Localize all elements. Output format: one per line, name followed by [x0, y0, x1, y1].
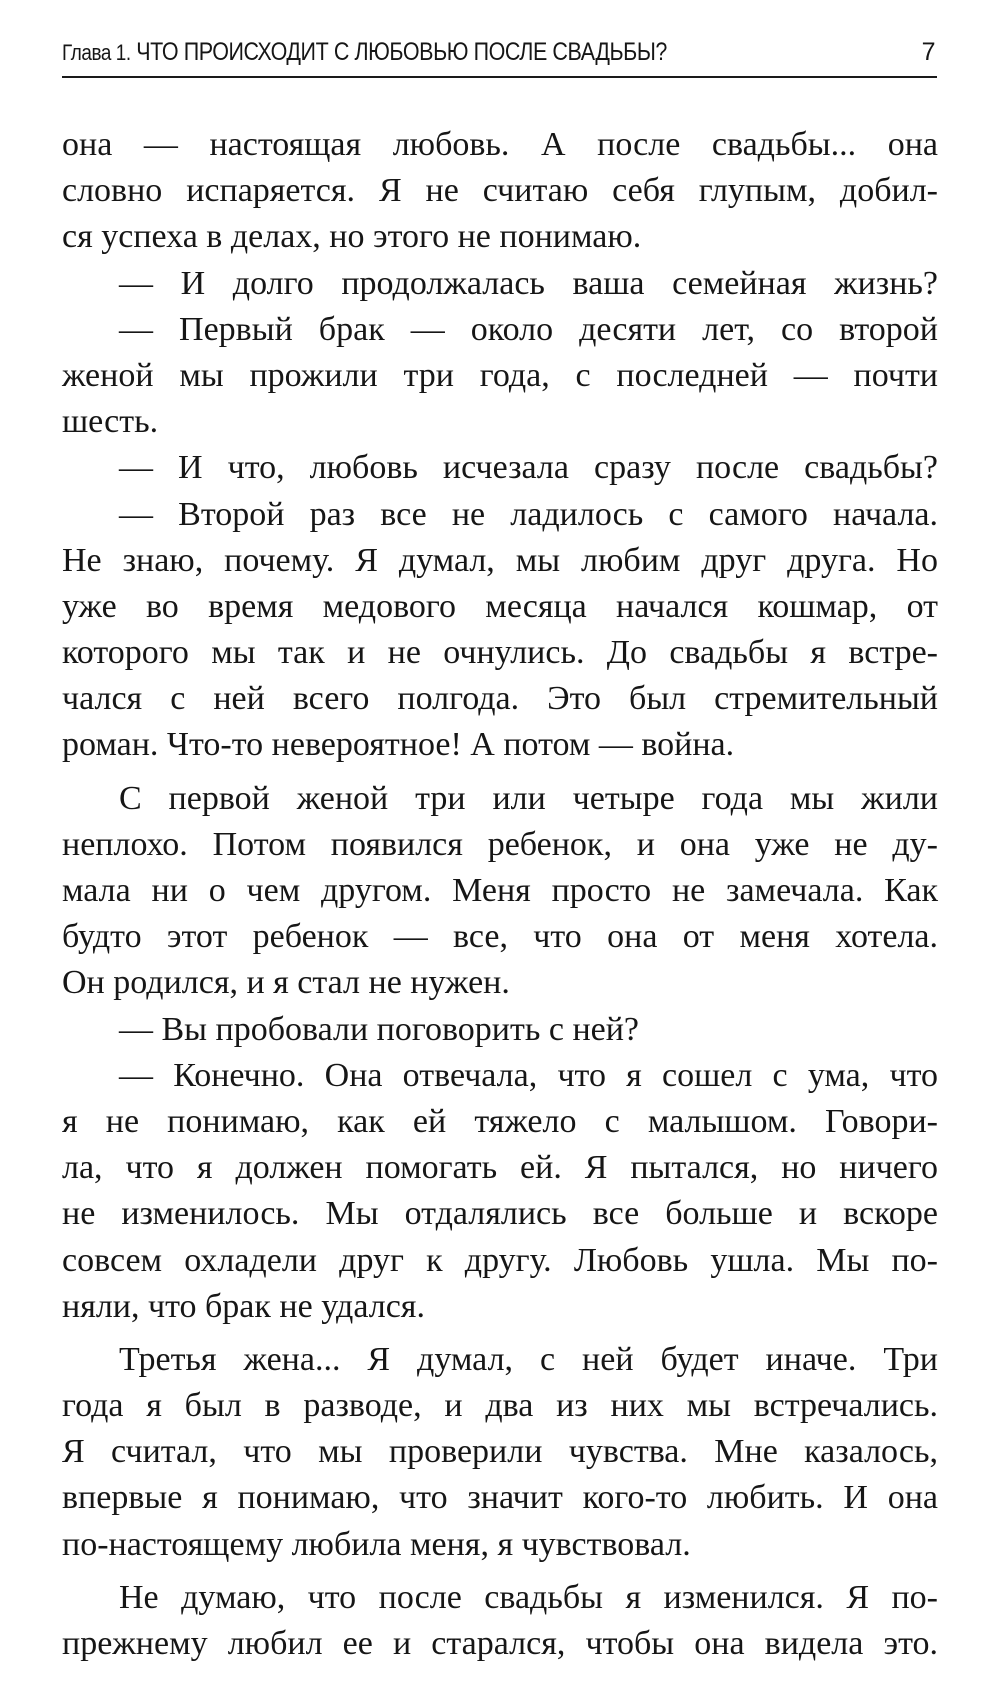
text-line: будто этот ребенок — все, что она от меня хотела.: [62, 918, 938, 956]
text-line: — Вы пробовали поговорить с ней?: [119, 1010, 640, 1048]
text-line: роман. Что-то невероятное! А потом — война.: [62, 726, 735, 764]
text-line: словно испаряется. Я не считаю себя глупым, добил-: [62, 172, 938, 210]
text-line: ла, что я должен помогать ей. Я пытался, но ничего: [62, 1149, 938, 1187]
page-body: [62, 122, 938, 1667]
text-line: — Конечно. Она отвечала, что я сошел с ума, что: [119, 1056, 938, 1094]
chapter-title: [62, 38, 667, 67]
chapter-heading: ЧТО ПРОИСХОДИТ С ЛЮБОВЬЮ ПОСЛЕ СВАДЬБЫ?: [136, 38, 667, 66]
running-header: [62, 34, 937, 78]
text-line: Он родился, и я стал не нужен.: [62, 964, 510, 1002]
text-line: не изменилось. Мы отдалялись все больше и вскоре: [62, 1195, 938, 1233]
page-number: 7: [921, 38, 935, 66]
text-line: Третья жена... Я думал, с ней будет иначе. Три: [119, 1340, 938, 1378]
text-line: мала ни о чем другом. Меня просто не замечала. Как: [62, 872, 938, 909]
text-line: Я считал, что мы проверили чувства. Мне казалось,: [62, 1433, 938, 1471]
text-line: я не понимаю, как ей тяжело с малышом. Говори-: [62, 1102, 938, 1140]
text-line: прежнему любил ее и старался, чтобы она видела это.: [62, 1625, 938, 1662]
text-line: года я был в разводе, и два из них мы встречались.: [62, 1387, 938, 1425]
text-line: неплохо. Потом появился ребенок, и она уже не ду-: [62, 825, 938, 863]
text-line: по-настоящему любила меня, я чувствовал.: [62, 1525, 691, 1563]
text-line: няли, что брак не удался.: [62, 1287, 425, 1325]
text-line: чался с ней всего полгода. Это был стремительный: [62, 680, 938, 718]
text-line: Не думаю, что после свадьбы я изменился. Я по-: [119, 1578, 938, 1616]
text-line: — И долго продолжалась ваша семейная жизнь?: [119, 264, 938, 302]
chapter-prefix: Глава 1.: [62, 40, 131, 65]
text-line: которого мы так и не очнулись. До свадьбы я встре-: [62, 634, 938, 672]
text-line: женой мы прожили три года, с последней — почти: [62, 356, 938, 394]
text-line: — Второй раз все не ладилось с самого начала.: [119, 495, 938, 533]
text-line: Не знаю, почему. Я думал, мы любим друг друга. Но: [62, 541, 938, 579]
text-line: С первой женой три или четыре года мы жили: [119, 779, 938, 817]
text-line: шесть.: [62, 403, 159, 441]
text-line: совсем охладели друг к другу. Любовь ушла. Мы по-: [62, 1241, 938, 1279]
text-line: впервые я понимаю, что значит кого-то любить. И она: [62, 1479, 938, 1517]
text-line: уже во время медового месяца начался кошмар, от: [62, 587, 938, 625]
text-line: ся успеха в делах, но этого не понимаю.: [62, 218, 642, 256]
text-line: — Первый брак — около десяти лет, со второй: [119, 310, 938, 348]
text-line: — И что, любовь исчезала сразу после свадьбы?: [119, 449, 938, 487]
text-line: она — настоящая любовь. А после свадьбы... она: [62, 126, 938, 163]
